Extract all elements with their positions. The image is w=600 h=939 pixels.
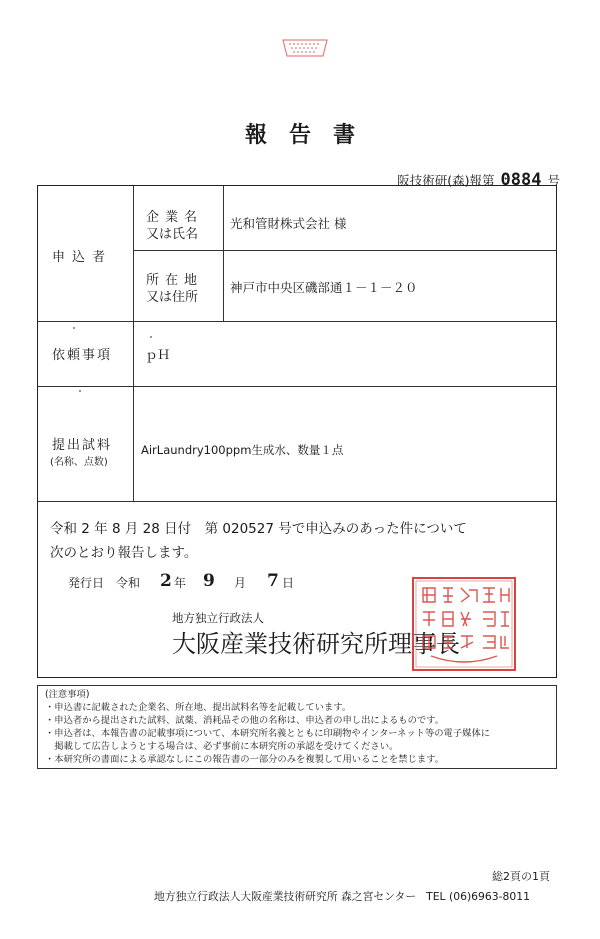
- issue-era: 令和: [116, 576, 141, 590]
- company-label-alt: 又は氏名: [146, 227, 199, 242]
- footer-org: 地方独立行政法人大阪産業技術研究所 森之宮センター: [154, 890, 417, 903]
- sample-sublabel: (名称、点数): [50, 457, 108, 468]
- address-label-alt: 又は住所: [146, 290, 199, 305]
- row-divider: [38, 501, 557, 502]
- issue-date-label: 発行日: [68, 576, 105, 590]
- company-label: 企業名: [146, 210, 204, 225]
- issuer-name: 大阪産業技術研究所理事長: [172, 630, 460, 658]
- issue-year-unit: 年: [174, 576, 187, 590]
- notes-item: ・本研究所の書面による承認なしにこの報告書の一部分のみを複製して用いることを禁じます。: [45, 754, 445, 765]
- issue-month-unit: 月: [234, 576, 247, 590]
- notes-item: 掲載して広告しようとする場合は、必ず事前に本研究所の承認を受けてください。: [45, 741, 399, 752]
- notes-title: (注意事項): [45, 689, 90, 700]
- page-count: 総2頁の1頁: [492, 870, 550, 883]
- sample-label: 提出試料: [52, 438, 113, 453]
- row-divider: [38, 386, 557, 387]
- scan-dot: [150, 336, 152, 338]
- statement-line-2: 次のとおり報告します。: [50, 545, 198, 561]
- scan-dot: [73, 327, 75, 329]
- footer-tel: TEL (06)6963-8011: [426, 890, 531, 903]
- column-divider: [133, 186, 134, 501]
- official-seal-icon: [411, 576, 517, 672]
- notes-item: ・申込書に記載された企業名、所在地、提出試料名等を記載しています。: [45, 702, 352, 713]
- doc-number-value: 0884: [500, 170, 542, 190]
- request-label: 依頼事項: [52, 348, 113, 363]
- address-value: 神戸市中央区磯部通１－１－２０: [230, 280, 418, 295]
- column-divider: [223, 186, 224, 321]
- applicant-label: 申込者: [52, 250, 113, 265]
- issue-month: 9: [203, 571, 215, 591]
- scan-dot: [79, 390, 81, 392]
- row-divider: [133, 250, 557, 251]
- seal-mark-icon: [277, 36, 333, 60]
- notes-item: ・申込者は、本報告書の記載事項について、本研究所名義とともに印刷物やインターネット等の電子媒体に: [45, 728, 491, 739]
- document-title: 報告書: [244, 122, 377, 148]
- sample-value: AirLaundry100ppm生成水、数量１点: [141, 443, 344, 457]
- company-value: 光和管財株式会社 様: [230, 216, 347, 231]
- doc-number-suffix: 号: [547, 173, 560, 188]
- issue-year: 2: [160, 571, 172, 591]
- doc-number-prefix: 阪技術研(森)報第: [397, 173, 495, 188]
- issue-day-unit: 日: [282, 576, 295, 590]
- notes-box: [37, 685, 557, 769]
- statement-line-1: 令和 2 年 8 月 28 日付 第 020527 号で申込みのあった件について: [50, 521, 467, 537]
- request-value: ｐＨ: [145, 347, 171, 362]
- issue-day: 7: [267, 571, 279, 591]
- row-divider: [38, 321, 557, 322]
- footer-contact: [154, 889, 530, 904]
- address-label: 所在地: [146, 273, 204, 288]
- issuer-org-type: 地方独立行政法人: [172, 611, 264, 625]
- notes-item: ・申込者から提出された試料、試薬、消耗品その他の名称は、申込者の申し出によるものです。: [45, 715, 445, 726]
